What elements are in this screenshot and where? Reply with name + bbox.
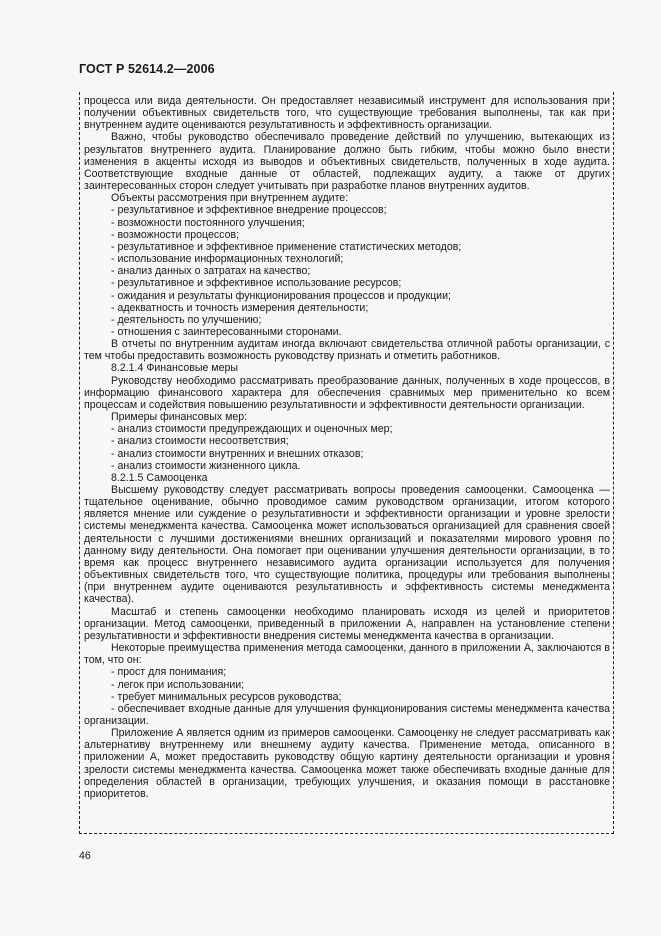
list-item: - обеспечивает входные данные для улучшения функционирования системы менеджмента качества организации.: [84, 702, 610, 727]
paragraph: Приложение А является одним из примеров самооценки. Самооценку не следует рассматривать как альтернативу внутреннему или внешнему аудиту качества. Применение метода, описанного в приложении А, может предоставить руководству общую картину деятельности организации и уровня зрелости системы менеджмента качества. Самооценка может также обеспечивать входные данные для определения областей в организации, требующих улучшения, и оказания помощи в расстановке приоритетов.: [84, 727, 610, 800]
document-body: [84, 95, 610, 800]
section-heading-8-2-1-5: 8.2.1.5 Самооценка: [111, 471, 208, 484]
list-item: - возможности постоянного улучшения;: [111, 216, 305, 229]
paragraph: Руководству необходимо рассматривать преобразование данных, полученных в ходе процессов, в информацию финансового характера для обеспечения сравнимых мер применительно ко всем процессам и содействия повышению результативности и эффективности деятельности организации.: [84, 374, 610, 411]
page-number: 46: [79, 850, 91, 862]
list-item: - прост для понимания;: [111, 666, 227, 679]
paragraph: Примеры финансовых мер:: [111, 411, 248, 424]
document-header: ГОСТ Р 52614.2—2006: [79, 62, 215, 76]
paragraph: В отчеты по внутренним аудитам иногда включают свидетельства отличной работы организации, с тем чтобы предоставить возможность руководству признать и отметить работников.: [84, 338, 610, 363]
paragraph: процесса или вида деятельности. Он предоставляет независимый инструмент для использования при получении объективных свидетельств того, что существующие требования выполнены, так как при внутреннем аудите оцениваются результативность и эффективность организации.: [84, 95, 610, 132]
paragraph: Высшему руководству следует рассматривать вопросы проведения самооценки. Самооценка — тщательное оценивание, обычно проводимое самим руководством организации, итогом которого является мнение или суждение о результативности и эффективности организации и уровне зрелости системы менеджмента качества. Самооценка может использоваться организацией для сравнения своей деятельности с лучшими достижениями внешних организаций и показателями мирового уровня по данному виду деятельности. Она помогает при оценивании улучшения деятельности организации, в то время как процесс внутреннего независимого аудита организации используется для получения объективных свидетельств того, что существующие политика, процедуры или требования выполнены (при внутреннем аудите оцениваются результативность и эффективность системы менеджмента качества).: [84, 484, 610, 606]
paragraph: Важно, чтобы руководство обеспечивало проведение действий по улучшению, вытекающих из результатов внутреннего аудита. Планирование должно быть гибким, чтобы можно было внести изменения в акценты исходя из выводов и объективных свидетельств, полученных в ходе аудита. Соответствующие входные данные от областей, подлежащих аудиту, а также от других заинтересованных сторон следует учитывать при разработке планов внутренних аудитов.: [84, 131, 610, 193]
section-heading-8-2-1-4: 8.2.1.4 Финансовые меры: [111, 362, 238, 375]
list-item: - анализ стоимости внутренних и внешних отказов;: [111, 447, 364, 460]
list-item: - анализ стоимости жизненного цикла.: [111, 459, 301, 472]
list-item: - легок при использовании;: [111, 678, 245, 691]
list-item: - требует минимальных ресурсов руководства;: [111, 690, 342, 703]
list-item: - возможности процессов;: [111, 228, 240, 241]
list-item: - отношения с заинтересованными сторонами.: [111, 325, 342, 338]
list-item: - анализ стоимости предупреждающих и оценочных мер;: [111, 423, 393, 436]
paragraph: Масштаб и степень самооценки необходимо планировать исходя из целей и приоритетов организации. Метод самооценки, приведенный в приложении А, направлен на установление степени результативности и эффективности внедрения системы менеджмента качества в организации.: [84, 605, 610, 642]
list-item: - ожидания и результаты функционирования процессов и продукции;: [111, 289, 451, 302]
list-item: - результативное и эффективное применение статистических методов;: [111, 240, 462, 253]
list-item: - результативное и эффективное внедрение процессов;: [111, 204, 387, 217]
paragraph: Объекты рассмотрения при внутреннем аудите:: [111, 192, 349, 205]
list-item: - использование информационных технологий;: [111, 253, 344, 266]
list-item: - анализ данных о затратах на качество;: [111, 265, 311, 278]
list-item: - анализ стоимости несоответствия;: [111, 435, 289, 448]
list-item: - адекватность и точность измерения деятельности;: [111, 301, 369, 314]
paragraph: Некоторые преимущества применения метода самооценки, данного в приложении А, заключаются в том, что он:: [84, 642, 610, 667]
list-item: - результативное и эффективное использование ресурсов;: [111, 277, 402, 290]
list-item: - деятельность по улучшению;: [111, 313, 262, 326]
